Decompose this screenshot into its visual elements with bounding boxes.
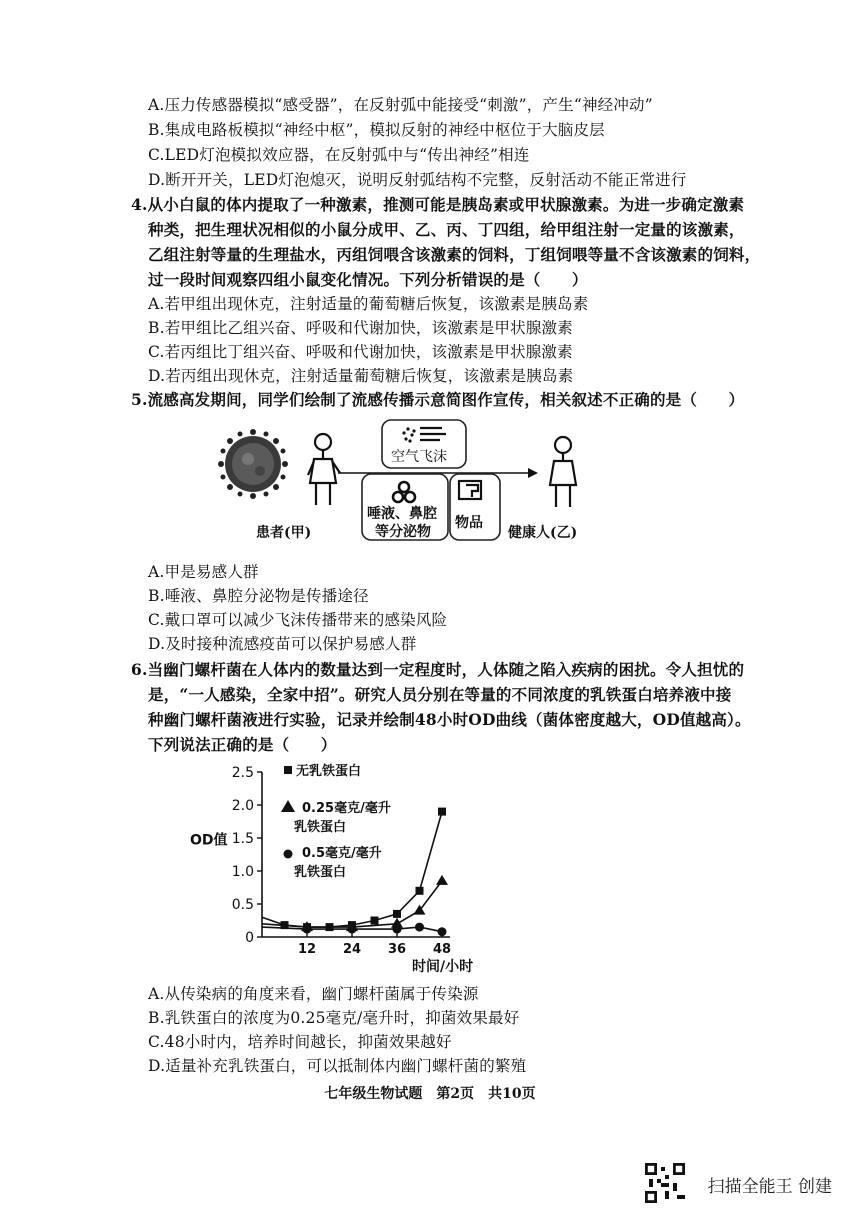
q6-stem-line-1: 6.当幽门螺杆菌在人体内的数量达到一定程度时，人体随之陷入疾病的困扰。令人担忧的	[131, 660, 745, 679]
q5-option-d: D.及时接种流感疫苗可以保护易感人群	[148, 635, 417, 653]
legend-circle-marker	[284, 850, 293, 859]
legend-05-line-1: 0.5毫克/毫升	[302, 846, 382, 861]
q5-option-c: C.戴口罩可以减少飞沫传播带来的感染风险	[148, 611, 448, 629]
x-tick-label: 48	[432, 942, 452, 957]
q5-option-a: A.甲是易感人群	[148, 563, 259, 581]
q4-option-c: C.若丙组比丁组兴奋、呼吸和代谢加快，该激素是甲状腺激素	[148, 343, 573, 361]
y-axis-label: OD值	[190, 832, 228, 849]
page-footer: 七年级生物试题 第2页 共10页	[324, 1086, 536, 1102]
q5-stem: 5.流感高发期间，同学们绘制了流感传播示意简图作宣传，相关叙述不正确的是（ ）	[131, 390, 745, 409]
q6-option-c: C.48小时内，培养时间越长，抑菌效果越好	[148, 1033, 452, 1051]
square-marker	[416, 887, 424, 895]
legend-05-line-2: 乳铁蛋白	[294, 865, 347, 880]
y-tick-label: 0	[245, 930, 254, 946]
q3-option-d: D.断开开关，LED灯泡熄灭，说明反射弧结构不完整，反射活动不能正常进行	[148, 171, 687, 189]
q3-option-a: A.压力传感器模拟“感受器”，在反射弧中能接受“刺激”，产生“神经冲动”	[148, 96, 653, 114]
q4-option-b: B.若甲组比乙组兴奋、呼吸和代谢加快，该激素是甲状腺激素	[148, 319, 573, 337]
healthy-label: 健康人(乙)	[508, 525, 578, 541]
circle-marker	[303, 925, 312, 934]
y-tick-label: 1.5	[231, 831, 254, 847]
legend-triangle-marker	[281, 800, 295, 812]
circle-marker	[348, 925, 357, 934]
q4-option-a: A.若甲组出现休克，注射适量的葡萄糖后恢复，该激素是胰岛素	[148, 295, 589, 313]
od-line-chart	[190, 757, 480, 977]
x-tick-label: 24	[342, 942, 362, 957]
square-marker	[438, 808, 446, 816]
y-tick-label: 2.5	[231, 765, 254, 781]
q6-stem-line-4: 下列说法正确的是（ ）	[148, 735, 337, 754]
q6-stem-line-3: 种幽门螺杆菌液进行实验，记录并绘制48小时OD曲线（菌体密度越大，OD值越高）。	[148, 710, 751, 729]
circle-marker	[393, 925, 402, 934]
x-tick-label: 36	[387, 942, 407, 957]
x-axis-label: 时间/小时	[412, 959, 474, 975]
q4-stem-line-2: 种类，把生理状况相似的小鼠分成甲、乙、丙、丁四组，给甲组注射一定量的该激素，	[148, 220, 745, 239]
virus-icon	[218, 429, 288, 499]
q4-option-d: D.若丙组出现休克，注射适量葡萄糖后恢复，该激素是胰岛素	[148, 367, 574, 385]
y-tick-label: 1.0	[231, 864, 254, 880]
square-marker	[371, 917, 379, 925]
qr-code-icon	[645, 1163, 685, 1203]
airborne-label: 空气飞沫	[391, 449, 447, 465]
saliva-label-line-1: 唾液、鼻腔	[367, 506, 437, 522]
legend-no-lactoferrin: 无乳铁蛋白	[296, 764, 362, 779]
q6-option-b: B.乳铁蛋白的浓度为0.25毫克/毫升时，抑菌效果最好	[148, 1009, 520, 1027]
square-marker	[393, 910, 401, 918]
legend-025-line-1: 0.25毫克/毫升	[302, 801, 391, 816]
scanner-brand-label: 扫描全能王 创建	[707, 1177, 832, 1197]
legend-025-line-2: 乳铁蛋白	[294, 820, 347, 835]
q6-option-d: D.适量补充乳铁蛋白，可以抵制体内幽门螺杆菌的繁殖	[148, 1057, 527, 1075]
circle-marker	[415, 923, 424, 932]
saliva-label-line-2: 等分泌物	[375, 524, 431, 540]
q5-option-b: B.唾液、鼻腔分泌物是传播途径	[148, 587, 369, 605]
objects-label: 物品	[455, 515, 483, 531]
triangle-marker	[436, 875, 448, 885]
q4-stem-line-3: 乙组注射等量的生理盐水，丙组饲喂含该激素的饲料，丁组饲喂等量不含该激素的饲料，	[148, 245, 761, 264]
q4-stem-line-4: 过一段时间观察四组小鼠变化情况。下列分析错误的是（ ）	[148, 270, 588, 289]
arrow-head-icon	[528, 468, 538, 478]
y-tick-label: 2.0	[231, 798, 254, 814]
x-tick-label: 12	[297, 942, 317, 957]
q3-option-b: B.集成电路板模拟“神经中枢”，模拟反射的神经中枢位于大脑皮层	[148, 121, 605, 139]
series-line-2	[262, 881, 442, 927]
y-tick-label: 0.5	[231, 897, 254, 913]
transmission-diagram	[210, 415, 610, 550]
legend-square-marker	[284, 766, 292, 774]
patient-figure-icon	[308, 434, 340, 505]
patient-label: 患者(甲)	[256, 525, 312, 541]
q3-option-c: C.LED灯泡模拟效应器，在反射弧中与“传出神经”相连	[148, 146, 530, 164]
q6-stem-line-2: 是，“一人感染，全家中招”。研究人员分别在等量的不同浓度的乳铁蛋白培养液中接	[148, 685, 732, 704]
q4-stem-line-1: 4.从小白鼠的体内提取了一种激素，推测可能是胰岛素或甲状腺激素。为进一步确定激素	[131, 195, 745, 214]
circle-marker	[438, 927, 447, 936]
healthy-figure-icon	[550, 437, 576, 507]
q6-option-a: A.从传染病的角度来看，幽门螺杆菌属于传染源	[148, 985, 479, 1003]
series-line-1	[262, 812, 442, 928]
